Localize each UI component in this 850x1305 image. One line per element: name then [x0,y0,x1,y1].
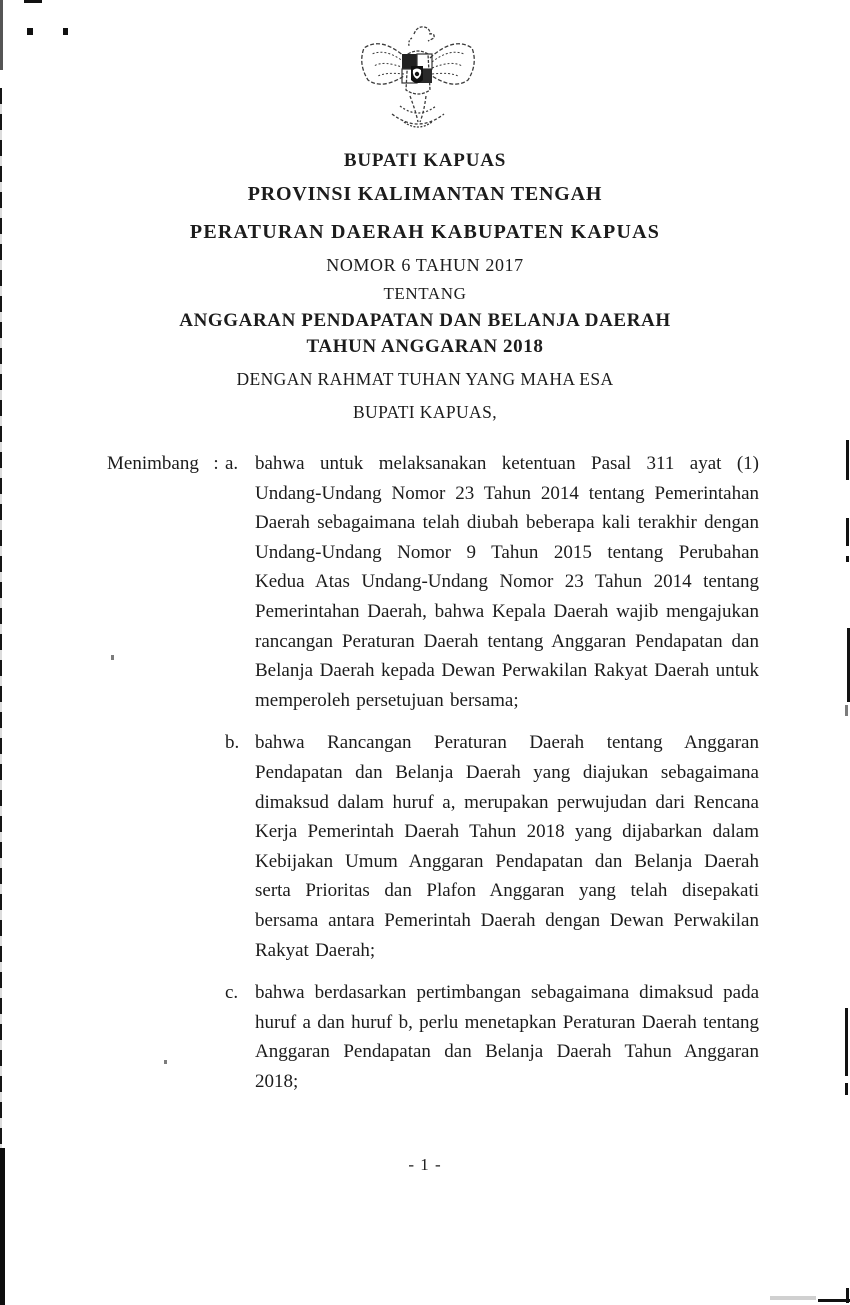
considerations-list [225,449,759,1096]
scan-left-edge-band [0,1148,5,1305]
scan-right-dash-5 [845,705,848,716]
scan-speck-3 [111,655,114,660]
regulation-number: NOMOR 6 TAHUN 2017 [326,255,524,275]
page-number: - 1 - [408,1155,442,1174]
item-marker: b. [225,732,240,754]
salutation-line: BUPATI KAPUAS, [352,402,498,422]
consideration-item-a [225,449,759,715]
consideration-item-c [225,978,759,1096]
garuda-pancasila-emblem-icon [352,14,482,142]
item-marker: c. [225,982,239,1004]
considerations-separator: : [213,453,219,474]
scan-left-edge-band-2 [0,0,3,70]
regulation-title: PERATURAN DAERAH KABUPATEN KAPUAS [189,221,661,243]
scan-left-edge-line [0,88,2,1150]
item-marker: a. [225,453,239,474]
scan-speck-1 [27,28,33,35]
scan-right-dash-2 [846,518,849,546]
subject-line-1: ANGGARAN PENDAPATAN DAN BELANJA DAERAH [179,310,671,331]
scan-speck-2 [63,28,68,35]
scan-right-dash-7 [845,1083,848,1095]
scan-top-edge-mark [24,0,42,3]
about-label: TENTANG [383,284,467,303]
office-title: BUPATI KAPUAS [343,150,507,171]
scan-right-dash-3 [846,556,849,562]
scan-corner-smudge [770,1296,816,1300]
item-text: bahwa untuk melaksanakan ketentuan Pasal 311 ayat (1) Undang-Undang Nomor 23 Tahun 2014 tentang Pemerintahan Daerah sebagaimana telah diubah beberapa kali terakhir dengan Undang-Undang Nomor 9 Tahun 2015 tentang Perubahan Kedua Atas Undang-Undang Nomor 23 Tahun 2014 tentang Pemerintahan Daerah, bahwa Kepala Daerah wajib mengajukan rancangan Peraturan Daerah tentang Anggaran Pendapatan dan Belanja Daerah kepada Dewan Perwakilan Rakyat Daerah untuk memperoleh persetujuan bersama; [255,453,759,711]
scan-corner-mark-v [846,1288,849,1303]
scan-speck-4 [164,1060,167,1064]
province-title: PROVINSI KALIMANTAN TENGAH [247,183,603,205]
scan-right-dash-1 [846,440,849,480]
scan-right-dash-6 [845,1008,848,1076]
subject-line-2: TAHUN ANGGARAN 2018 [306,336,544,357]
item-text: bahwa berdasarkan pertimbangan sebagaimana dimaksud pada huruf a dan huruf b, perlu menetapkan Peraturan Daerah tentang Anggaran Pendapatan dan Belanja Daerah Tahun Anggaran 2018; [255,982,759,1092]
considerations-section [107,449,759,1096]
consideration-item-b [225,728,759,965]
grace-line: DENGAN RAHMAT TUHAN YANG MAHA ESA [236,369,614,389]
considerations-label: Menimbang [107,453,199,474]
item-text: bahwa Rancangan Peraturan Daerah tentang Anggaran Pendapatan dan Belanja Daerah yang diajukan sebagaimana dimaksud dalam huruf a, merupakan perwujudan dari Rencana Kerja Pemerintah Daerah Tahun 2018 yang dijabarkan dalam Kebijakan Umum Anggaran Pendapatan dan Belanja Daerah serta Prioritas dan Plafon Anggaran yang telah disepakati bersama antara Pemerintah Daerah dengan Dewan Perwakilan Rakyat Daerah; [255,732,759,961]
